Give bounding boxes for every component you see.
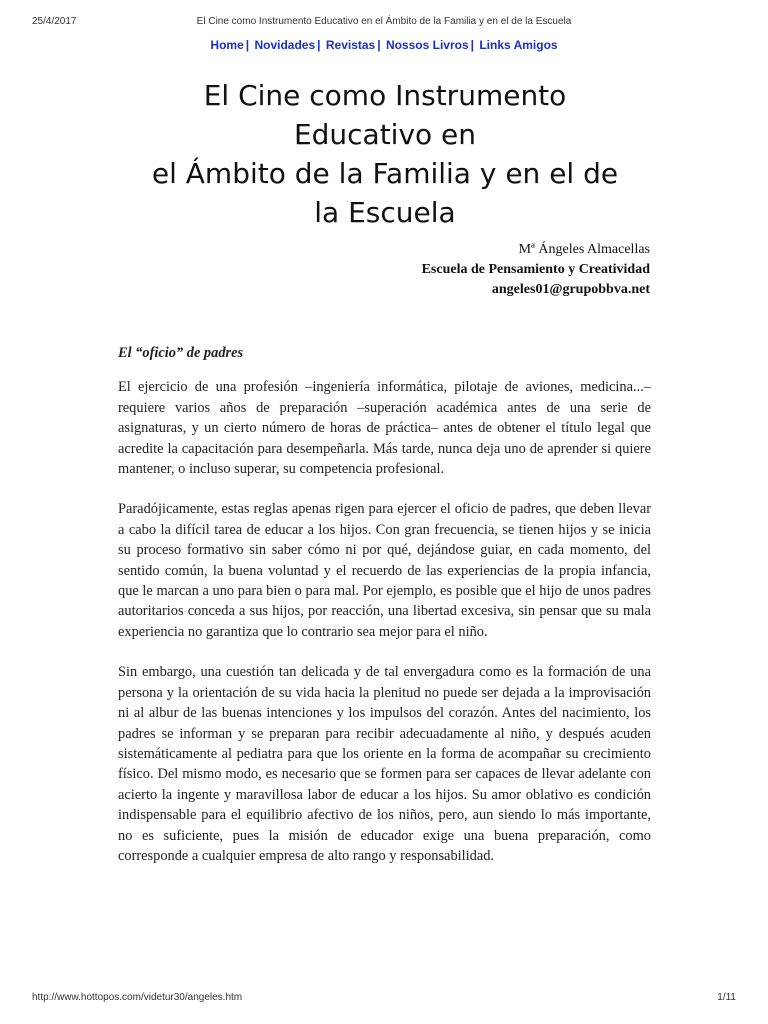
nav-separator: |: [245, 38, 250, 52]
article-title-line: El Cine como Instrumento: [203, 79, 567, 112]
nav-link-links-amigos[interactable]: Links Amigos: [479, 38, 558, 52]
nav-link-nossos-livros[interactable]: Nossos Livros: [385, 38, 469, 52]
nav-separator: |: [470, 38, 474, 52]
article-body: [118, 343, 651, 886]
section-heading: El “oficio” de padres: [118, 345, 244, 361]
print-page-title: El Cine como Instrumento Educativo en el Ámbito de la Familia y en el de la Escuela: [196, 16, 572, 27]
print-url: http://www.hottopos.com/videtur30/angeles.htm: [32, 992, 243, 1003]
article-title: [100, 76, 670, 232]
nav-link-revistas[interactable]: Revistas: [325, 38, 376, 52]
print-date: 25/4/2017: [32, 16, 77, 27]
nav-separator: |: [377, 38, 381, 52]
paragraph: El ejercicio de una profesión –ingeniería informática, pilotaje de aviones, medicina...– requiere varios años de preparación –superación académica antes de una serie de asignaturas, y un cierto número de horas de práctica– antes de obtener el título legal que acredite la capacitación para desempeñarla. Más tarde, nunca deja uno de aprender si quiere mantener, o incluso superar, su competencia profesional.: [118, 379, 651, 478]
author-institution: Escuela de Pensamiento y Creatividad: [421, 262, 650, 277]
print-page-number: 1/11: [717, 992, 736, 1003]
paragraph: Paradójicamente, estas reglas apenas rigen para ejercer el oficio de padres, que deben llevar a cabo la difícil tarea de educar a los hijos. Con gran frecuencia, se tienen hijos y se inicia su proceso formativo sin saber cómo ni por qué, dejándose guiar, en cada momento, del sentido común, la buena voluntad y el recuerdo de las experiencias de la propia infancia, que le marcan a uno para bien o para mal. Por ejemplo, es posible que el hijo de unos padres autoritarios conceda a sus hijos, por reacción, una libertad excesiva, sin pensar que su mala experiencia no garantiza que lo contrario sea mejor para el niño.: [118, 501, 651, 640]
author-email: angeles01@grupobbva.net: [491, 282, 650, 297]
print-header: [0, 16, 768, 30]
author-name: Mª Ángeles Almacellas: [518, 242, 650, 257]
article-title-line: el Ámbito de la Familia y en el de: [151, 157, 619, 190]
nav-link-novidades[interactable]: Novidades: [254, 38, 316, 52]
nav-separator: |: [317, 38, 321, 52]
article-title-line: Educativo en: [293, 118, 477, 151]
paragraph: Sin embargo, una cuestión tan delicada y de tal envergadura como es la formación de una persona y la orientación de su vida hacia la plenitud no puede ser dejada a la improvisación ni al albur de las buenas intenciones y los impulsos del corazón. Antes del nacimiento, los padres se informan y se preparan para recibir adecuadamente al niño, y después acuden sistemáticamente al pediatra para que los oriente en la forma de acompañar su crecimiento físico. Del mismo modo, es necesario que se formen para ser capaces de llevar adelante con acierto la ingente y maravillosa labor de educar a los hijos. Su amor oblativo es condición indispensable para el equilibrio afectivo de los niños, pero, aun siendo lo más importante, no es suficiente, pues la misión de educador exige una buena preparación, como corresponde a cualquier empresa de alto rango y responsabilidad.: [118, 664, 651, 864]
top-navigation: [0, 38, 768, 52]
author-block: [422, 240, 650, 300]
article-title-line: la Escuela: [314, 196, 456, 229]
nav-link-home[interactable]: Home: [210, 38, 244, 52]
print-footer: [0, 992, 768, 1006]
